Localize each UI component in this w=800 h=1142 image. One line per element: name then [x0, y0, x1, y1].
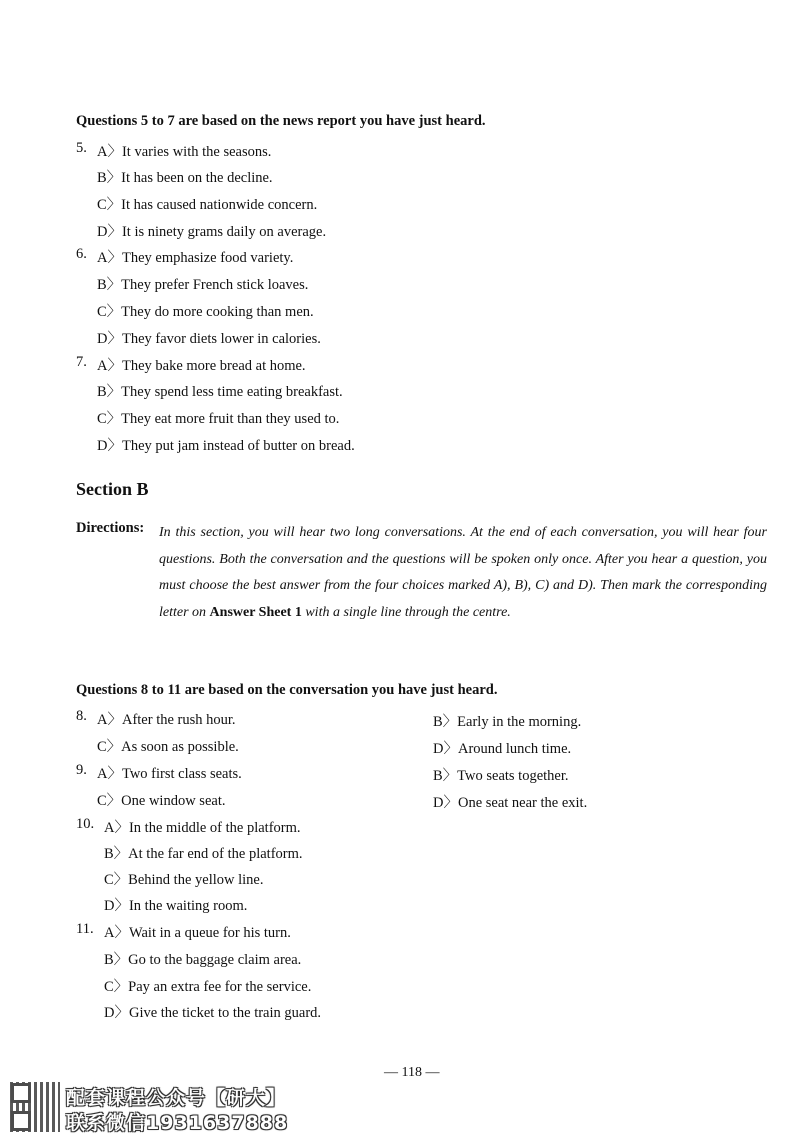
watermark-line-1: 配套课程公众号【研大】 — [66, 1087, 287, 1109]
question-number-6: 6. — [76, 246, 87, 262]
q5-option-d: D〉It is ninety grams daily on average. — [97, 224, 327, 240]
q6-option-d: D〉They favor diets lower in calories. — [97, 331, 321, 347]
questions-8-11-heading: Questions 8 to 11 are based on the conversation you have just heard. — [76, 682, 498, 698]
q9-option-d: D〉One seat near the exit. — [433, 795, 588, 811]
q10-option-b: B〉At the far end of the platform. — [104, 846, 303, 862]
q6-option-b: B〉They prefer French stick loaves. — [97, 277, 309, 293]
q10-option-c: C〉Behind the yellow line. — [104, 872, 264, 888]
q5-option-b: B〉It has been on the decline. — [97, 170, 273, 186]
q7-option-d: D〉They put jam instead of butter on bread. — [97, 438, 355, 454]
q5-option-a: A〉It varies with the seasons. — [97, 144, 272, 160]
q9-option-c: C〉One window seat. — [97, 793, 226, 809]
watermark — [10, 1082, 320, 1136]
q8-option-a: A〉After the rush hour. — [97, 712, 236, 728]
q7-option-c: C〉They eat more fruit than they used to. — [97, 411, 340, 427]
q10-option-d: D〉In the waiting room. — [104, 898, 248, 914]
q9-option-a: A〉Two first class seats. — [97, 766, 242, 782]
questions-5-7-heading: Questions 5 to 7 are based on the news report you have just heard. — [76, 113, 486, 129]
page-number: — 118 — — [384, 1065, 440, 1080]
section-b-title: Section B — [76, 479, 149, 499]
question-number-8: 8. — [76, 708, 87, 724]
q11-option-d: D〉Give the ticket to the train guard. — [104, 1005, 322, 1021]
question-number-9: 9. — [76, 762, 87, 778]
q8-option-c: C〉As soon as possible. — [97, 739, 239, 755]
q8-option-b: B〉Early in the morning. — [433, 714, 582, 730]
question-number-10: 10. — [76, 816, 95, 832]
q11-option-a: A〉Wait in a queue for his turn. — [104, 925, 291, 941]
qr-code-icon — [10, 1082, 60, 1132]
question-number-11: 11. — [76, 921, 94, 937]
q6-option-a: A〉They emphasize food variety. — [97, 250, 294, 266]
q10-option-a: A〉In the middle of the platform. — [104, 820, 301, 836]
directions-text-part2: with a single line through the centre. — [301, 604, 511, 620]
directions-answer-sheet: Answer Sheet 1 — [209, 604, 302, 620]
directions-text — [159, 520, 767, 626]
directions-label: Directions: — [76, 520, 145, 536]
question-number-5: 5. — [76, 140, 87, 156]
q11-option-b: B〉Go to the baggage claim area. — [104, 952, 302, 968]
q7-option-b: B〉They spend less time eating breakfast. — [97, 384, 343, 400]
q8-option-d: D〉Around lunch time. — [433, 741, 572, 757]
watermark-line-2: 联系微信1931637888 — [66, 1112, 289, 1134]
q11-option-c: C〉Pay an extra fee for the service. — [104, 979, 312, 995]
q7-option-a: A〉They bake more bread at home. — [97, 358, 306, 374]
q5-option-c: C〉It has caused nationwide concern. — [97, 197, 318, 213]
directions-text-part1: In this section, you will hear two long conversations. At the end of each conversation, you will hear four questions. Both the conversation and the questions will be spoken only once. After you hear a question, you must choose the best answer from the four choices marked A), B), C) and D). Then mark the corresponding letter on — [159, 525, 767, 620]
q9-option-b: B〉Two seats together. — [433, 768, 569, 784]
q6-option-c: C〉They do more cooking than men. — [97, 304, 314, 320]
question-number-7: 7. — [76, 354, 87, 370]
